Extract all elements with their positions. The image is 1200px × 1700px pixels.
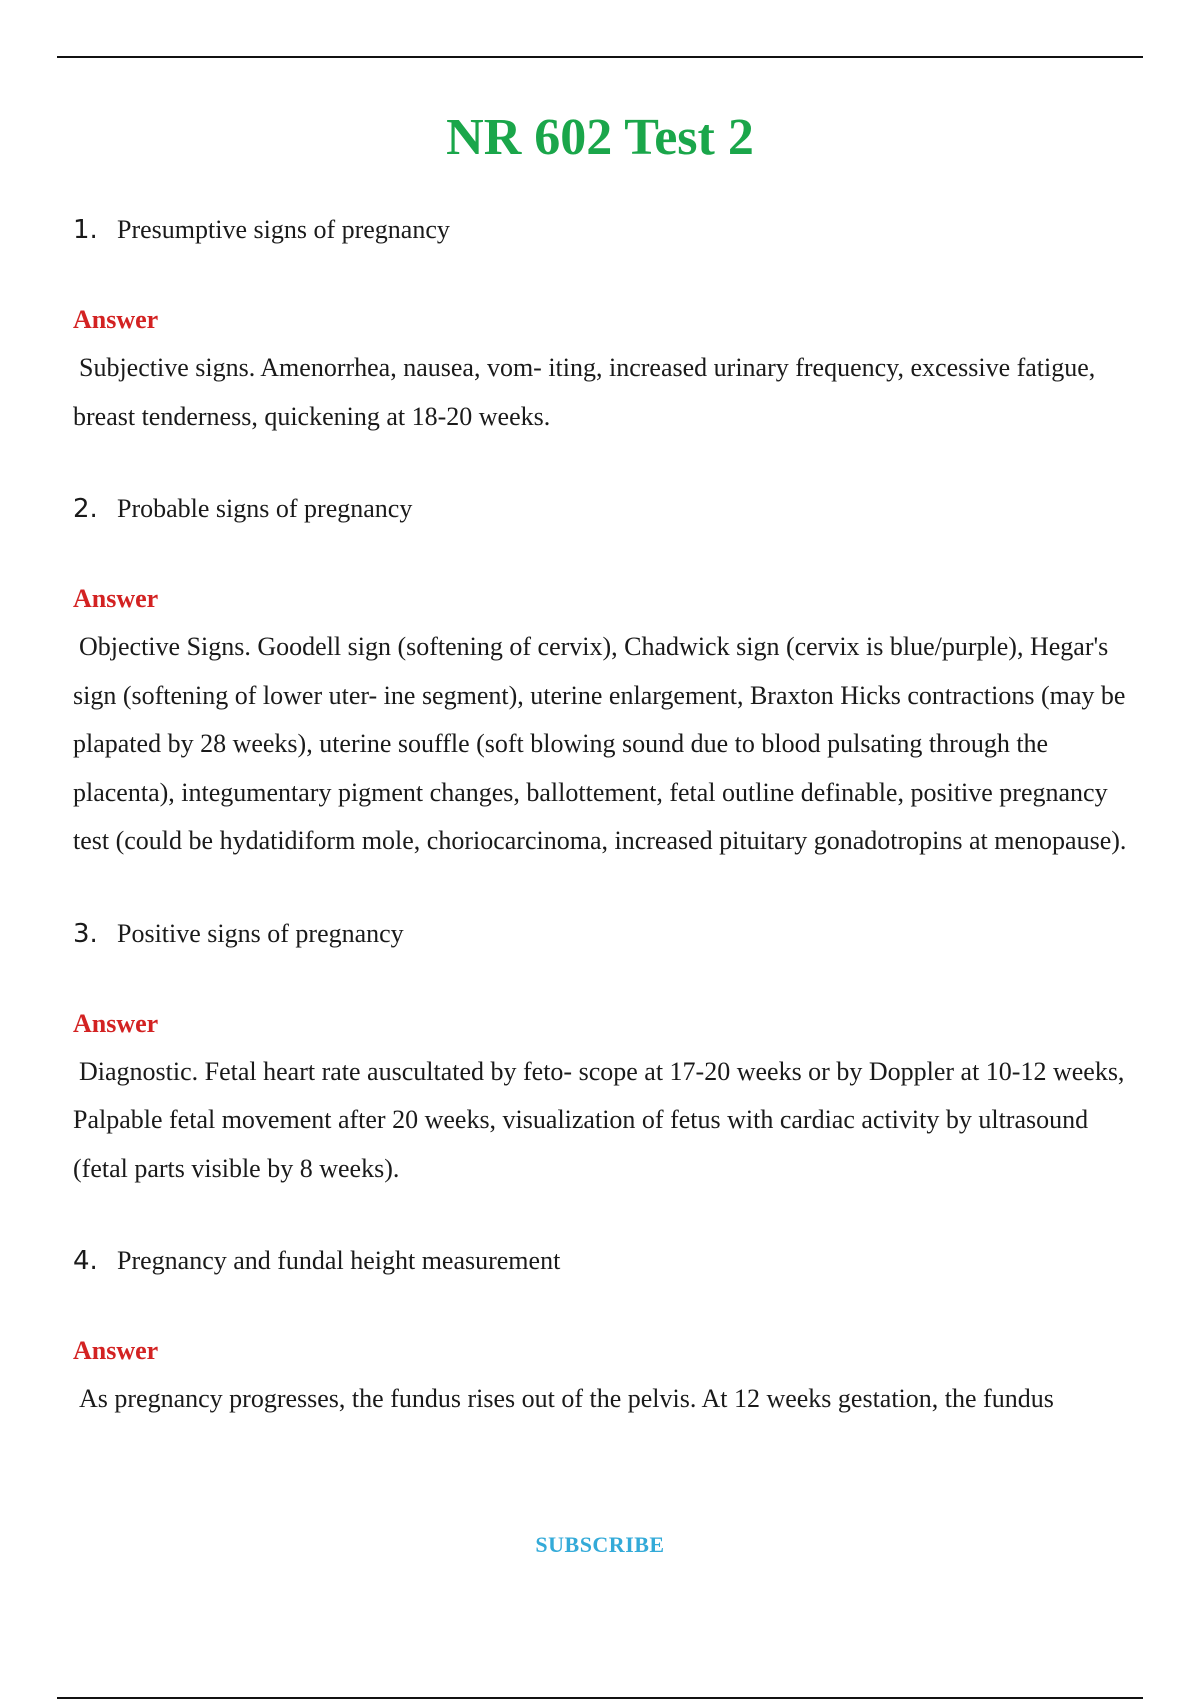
answer-text	[73, 1048, 1133, 1194]
answer-label: Answer	[73, 1336, 159, 1365]
answer-text	[73, 623, 1133, 866]
answer-body: Objective Signs. Goodell sign (softening of cervix), Chadwick sign (cervix is blue/purple), Hegar's sign (softening of lower uter- ine segment), uterine enlargement, Braxton Hicks contractions (may be plapated by 28 weeks), uterine souffle (soft blowing sound due to blood pulsating through the placenta), integumentary pigment changes, ballottement, fetal outline definable, positive pregnancy test (could be hydatidiform mole, choriocarcinoma, increased pituitary gonadotropins at menopause).	[73, 632, 1127, 855]
answer-label: Answer	[73, 1008, 159, 1038]
answer-text	[73, 1375, 1133, 1424]
bottom-rule	[57, 1697, 1143, 1699]
question-prompt: Pregnancy and fundal height measurement	[117, 1246, 561, 1275]
question-number: 3.	[73, 918, 98, 949]
answer-label: Answer	[73, 305, 159, 334]
question-prompt: Presumptive signs of pregnancy	[117, 215, 450, 244]
qa-item-1	[73, 206, 1133, 441]
question-4	[73, 1237, 1133, 1285]
answer-text	[73, 344, 1133, 441]
question-prompt: Probable signs of pregnancy	[117, 494, 413, 523]
qa-item-2	[73, 485, 1133, 866]
question-prompt: Positive signs of pregnancy	[117, 918, 404, 948]
question-number: 1.	[73, 215, 98, 245]
qa-item-4	[73, 1237, 1133, 1424]
question-3	[73, 910, 1133, 958]
document-title: NR 602 Test 2	[446, 109, 754, 166]
question-number: 4.	[73, 1246, 98, 1276]
answer-label: Answer	[73, 584, 159, 613]
qa-list	[73, 206, 1133, 1468]
answer-body: Subjective signs. Amenorrhea, nausea, vom- iting, increased urinary frequency, excessive fatigue, breast tenderness, quickening at 18-20 weeks.	[73, 353, 1096, 431]
answer-body: Diagnostic. Fetal heart rate auscultated by feto- scope at 17-20 weeks or by Doppler at 10-12 weeks, Palpable fetal movement after 20 weeks, visualization of fetus with cardiac activity by ultrasound (fetal parts visible by 8 weeks).	[73, 1056, 1125, 1183]
question-2	[73, 485, 1133, 533]
top-rule	[57, 56, 1143, 58]
question-1	[73, 206, 1133, 254]
question-number: 2.	[73, 494, 98, 524]
answer-body: As pregnancy progresses, the fundus rises out of the pelvis. At 12 weeks gestation, the fundus	[79, 1384, 1054, 1413]
qa-item-3	[73, 910, 1133, 1194]
subscribe-link[interactable]: SUBSCRIBE	[535, 1532, 665, 1557]
